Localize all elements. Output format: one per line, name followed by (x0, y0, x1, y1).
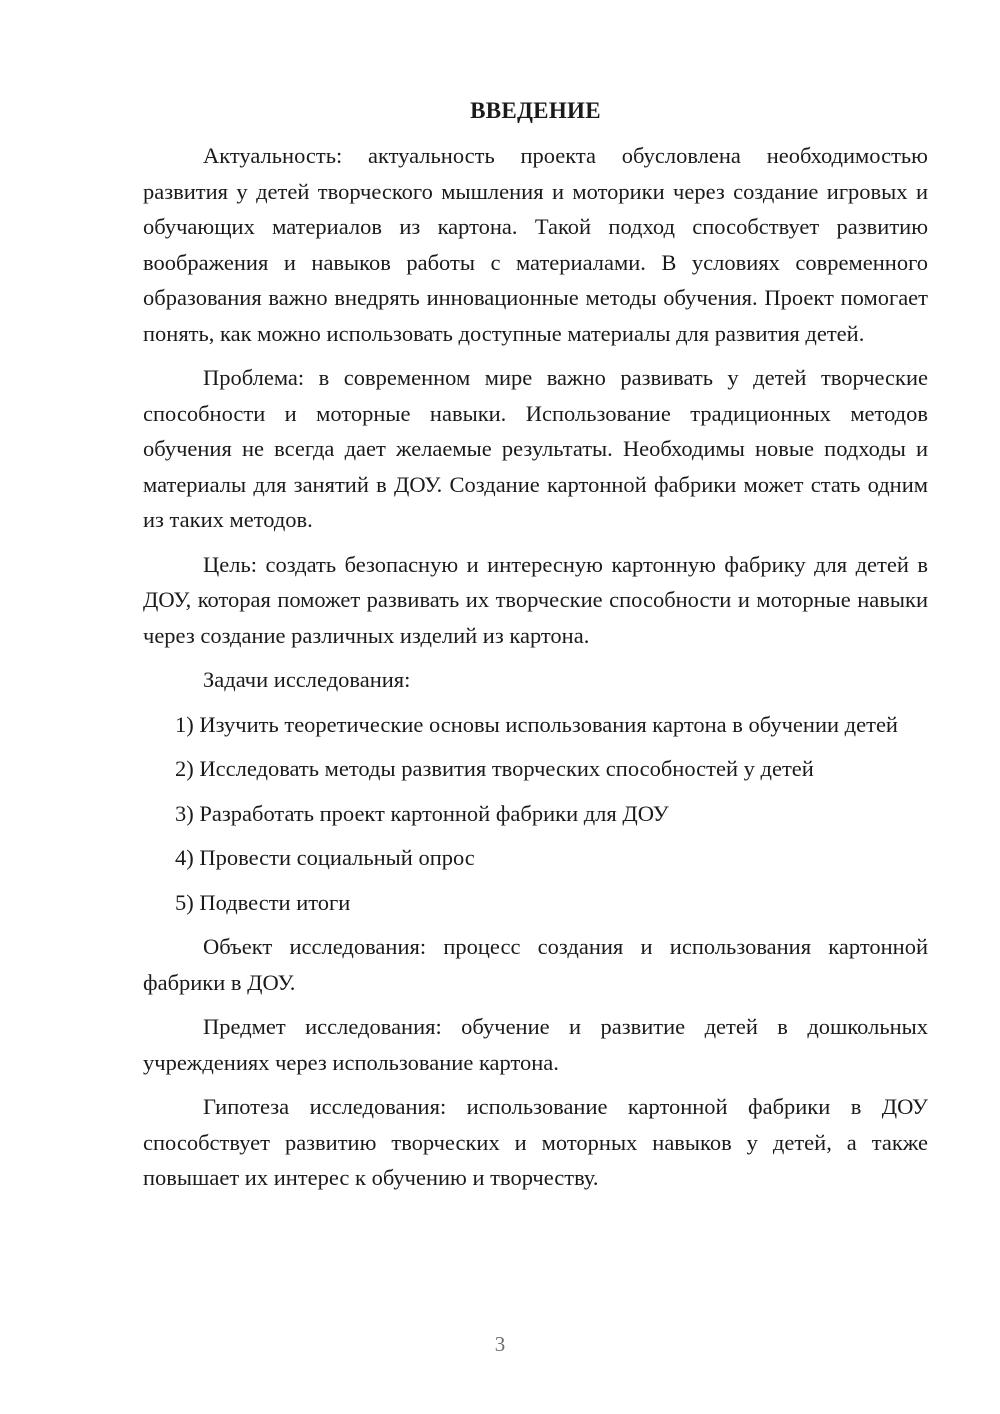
section-heading: ВВЕДЕНИЕ (470, 98, 601, 123)
hypothesis-paragraph: Гипотеза исследования: использование картонной фабрики в ДОУ способствует развитию творческих и моторных навыков у детей, а также повышает их интерес к обучению и творчеству. (143, 1094, 928, 1190)
task-item-1: 1) Изучить теоретические основы использования картона в обучении детей (175, 711, 898, 737)
goal-paragraph: Цель: создать безопасную и интересную картонную фабрику для детей в ДОУ, которая поможет развивать их творческие способности и моторные навыки через создание различных изделий из картона. (143, 551, 928, 648)
problem-paragraph: Проблема: в современном мире важно развивать у детей творческие способности и моторные навыки. Использование традиционных методов обучения не всегда дает желаемые результаты. Необходимы новые подходы и материалы для занятий в ДОУ. Создание картонной фабрики может стать одним из таких методов. (143, 365, 928, 532)
document-page (143, 95, 928, 1196)
page-number: 3 (494, 1332, 506, 1356)
task-item-5: 5) Подвести итоги (175, 889, 351, 915)
task-item-3: 3) Разработать проект картонной фабрики для ДОУ (175, 800, 669, 826)
tasks-title: Задачи исследования: (203, 667, 411, 692)
task-item-2: 2) Исследовать методы развития творческих способностей у детей (175, 756, 814, 781)
task-item-4: 4) Провести социальный опрос (175, 845, 475, 870)
relevance-paragraph: Актуальность: актуальность проекта обусловлена необходимостью развития у детей творческого мышления и моторики через создание игровых и обучающих материалов из картона. Такой подход способствует развитию воображения и навыков работы с материалами. В условиях современного образования важно внедрять инновационные методы обучения. Проект помогает понять, как можно использовать доступные материалы для развития детей. (143, 143, 928, 346)
subject-paragraph: Предмет исследования: обучение и развитие детей в дошкольных учреждениях через использование картона. (143, 1014, 928, 1075)
object-paragraph: Объект исследования: процесс создания и использования картонной фабрики в ДОУ. (143, 934, 928, 995)
